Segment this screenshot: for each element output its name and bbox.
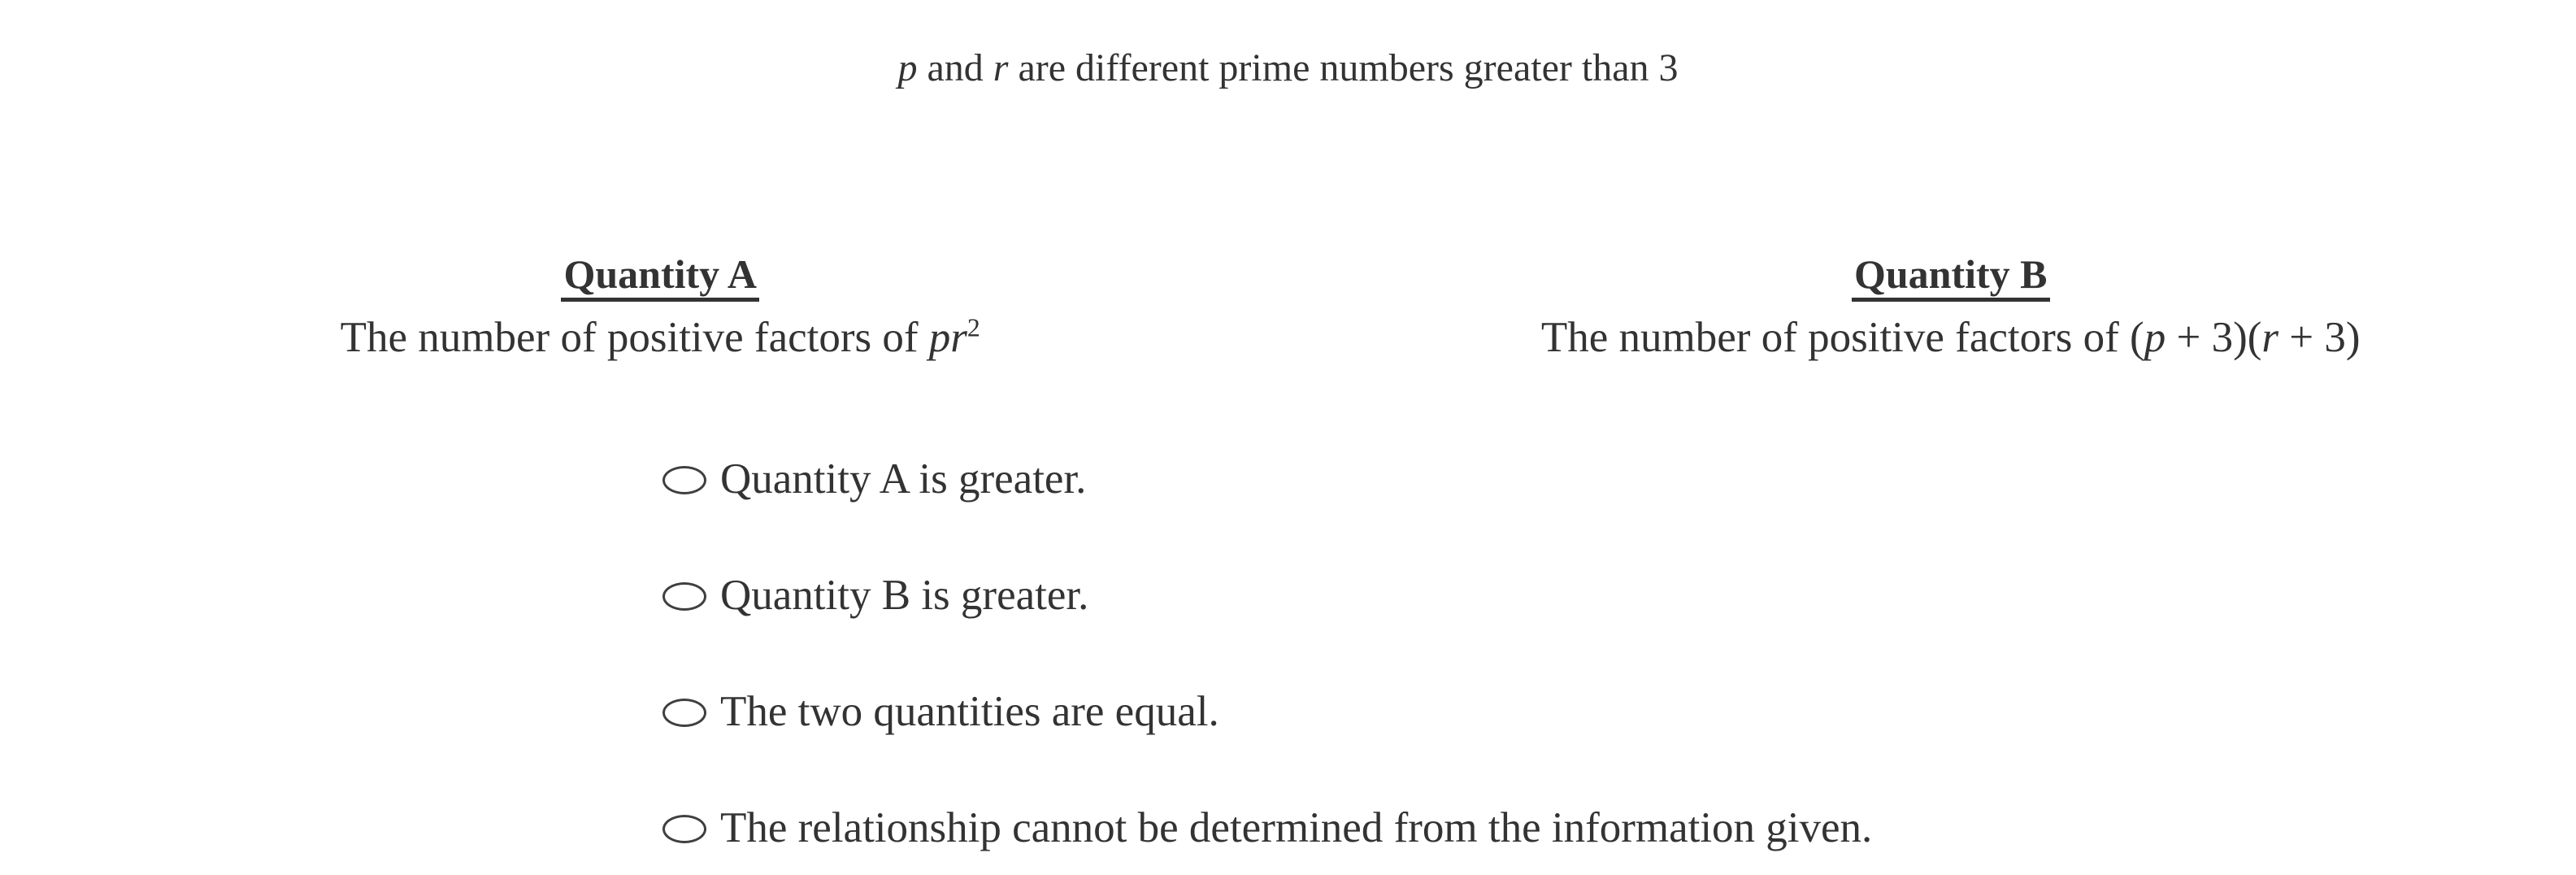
quantity-b-heading: Quantity B — [1852, 254, 2050, 302]
option-cannot-be-determined[interactable] — [662, 802, 1872, 855]
radio-button-option-4[interactable] — [662, 815, 706, 843]
question-prompt: p and r are different prime numbers greater than 3 — [897, 46, 1679, 89]
option-quantity-a-greater[interactable] — [662, 453, 1872, 507]
quantity-a-description: The number of positive factors of $pr^2$ — [340, 313, 980, 361]
option-label: The relationship cannot be determined from the information given. — [720, 804, 1873, 852]
quantities-row — [0, 251, 2576, 364]
option-quantities-equal[interactable] — [662, 686, 1872, 739]
radio-button-option-3[interactable] — [662, 699, 706, 727]
option-label: Quantity A is greater. — [720, 455, 1087, 503]
quantity-b-description: The number of positive factors of (p + 3)(r + 3) — [1540, 314, 2361, 361]
quantity-b-column — [1307, 251, 2576, 364]
quantity-a-heading: Quantity A — [561, 254, 759, 302]
option-quantity-b-greater[interactable] — [662, 569, 1872, 623]
radio-button-option-1[interactable] — [662, 466, 706, 494]
radio-button-option-2[interactable] — [662, 582, 706, 611]
quantity-a-column — [16, 251, 1305, 364]
option-label: Quantity B is greater. — [720, 572, 1089, 620]
answer-options — [662, 453, 1872, 875]
option-label: The two quantities are equal. — [720, 688, 1219, 736]
